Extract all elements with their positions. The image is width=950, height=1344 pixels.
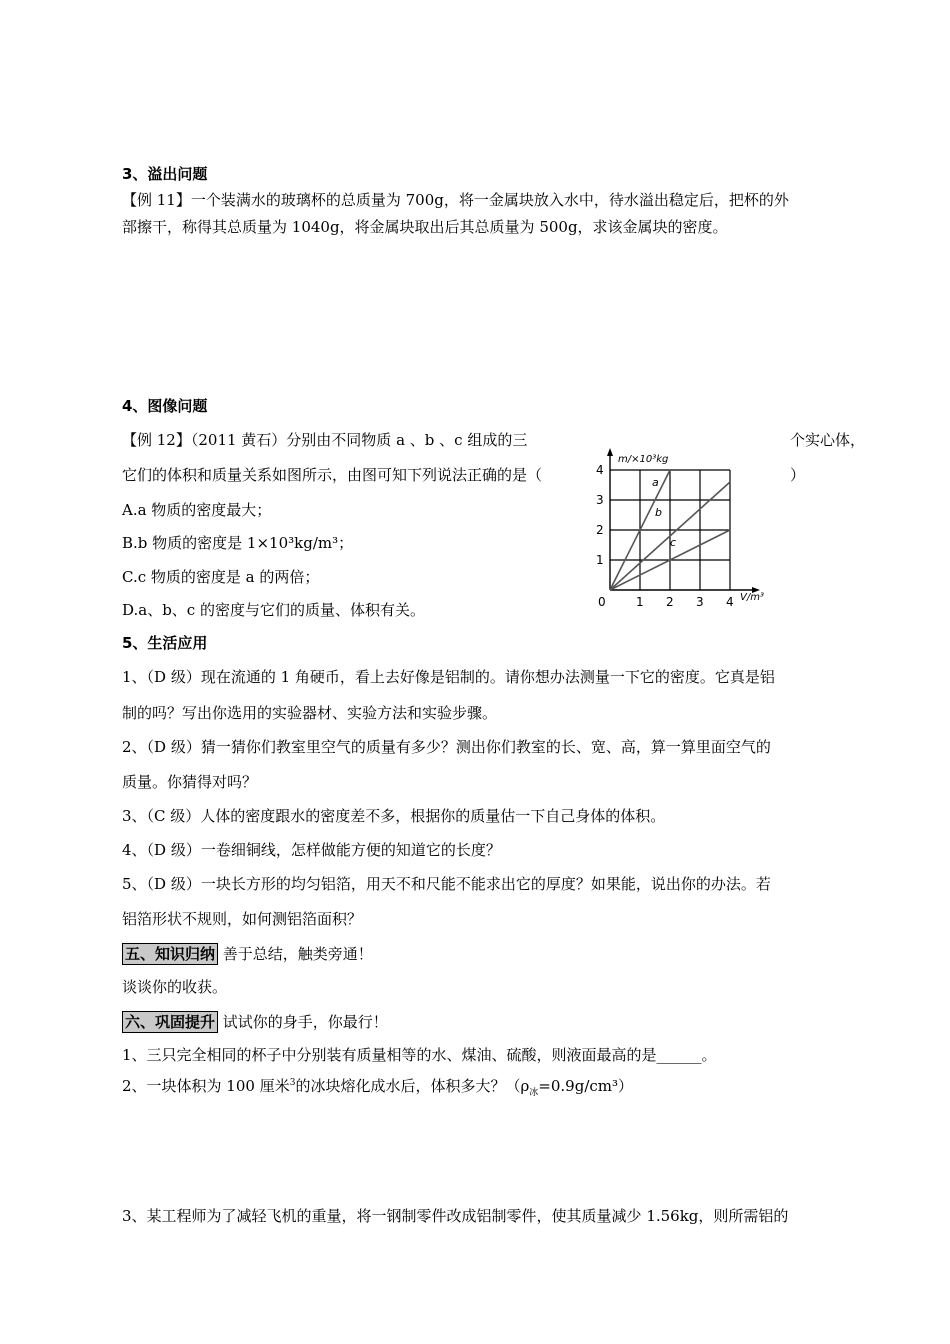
consolidate-text: 试试你的身手，你最行！ bbox=[222, 1013, 388, 1031]
x-tick-label: 0 bbox=[598, 595, 606, 609]
series-label-a: a bbox=[652, 476, 659, 489]
option-d: D.a、b、c 的密度与它们的质量、体积有关。 bbox=[122, 601, 425, 619]
consolidate-q1: 1、三只完全相同的杯子中分别装有质量相等的水、煤油、硫酸，则液面最高的是______。 bbox=[122, 1046, 717, 1064]
q2-sup: 3 bbox=[289, 1078, 296, 1088]
life-q1-line1: 1、（D 级）现在流通的 1 角硬币，看上去好像是铝制的。请你想办法测量一下它的密度。它真是铝 bbox=[122, 668, 775, 686]
option-a: A.a 物质的密度最大； bbox=[122, 501, 272, 519]
life-q3: 3、（C 级）人体的密度跟水的密度差不多，根据你的质量估一下自己身体的体积。 bbox=[122, 807, 666, 825]
series-label-b: b bbox=[655, 506, 662, 519]
overflow-heading: 3、溢出问题 bbox=[122, 165, 208, 183]
x-tick-label: 4 bbox=[726, 595, 734, 609]
example-11-line2: 部擦干，称得其总质量为 1040g，将金属块取出后其总质量为 500g，求该金属块的密度。 bbox=[122, 218, 728, 236]
series-label-c: c bbox=[670, 536, 677, 549]
consolidate-q3: 3、某工程师为了减轻飞机的重量，将一钢制零件改成铝制零件，使其质量减少 1.56kg，则所需铝的 bbox=[122, 1207, 789, 1225]
x-tick-label: 3 bbox=[696, 595, 704, 609]
grid bbox=[610, 470, 730, 590]
tick-labels bbox=[596, 454, 764, 609]
y-tick-label: 1 bbox=[596, 553, 604, 567]
y-tick-label: 3 bbox=[596, 493, 604, 507]
y-tick-label: 2 bbox=[596, 523, 604, 537]
example-12-line1: 【例 12】（2011 黄石）分别由不同物质 a 、b 、c 组成的三 bbox=[122, 431, 528, 449]
summary-text: 善于总结，触类旁通！ bbox=[222, 945, 373, 963]
consolidate-label: 六、巩固提升 bbox=[122, 1011, 218, 1033]
consolidate-row bbox=[122, 1011, 388, 1033]
mass-volume-graph bbox=[590, 432, 780, 612]
life-q5-line2: 铝箔形状不规则，如何测铝箔面积？ bbox=[122, 910, 363, 928]
example-12-line1-end: 个实心体， bbox=[790, 431, 866, 449]
life-q2-line1: 2、（D 级）猜一猜你们教室里空气的质量有多少？测出你们教室的长、宽、高，算一算里面空气的 bbox=[122, 738, 771, 756]
option-b: B.b 物质的密度是 1×10³kg/m³； bbox=[122, 534, 354, 552]
life-q5-line1: 5、（D 级）一块长方形的均匀铝箔，用天不和尺能不能求出它的厚度？如果能，说出你的办法。若 bbox=[122, 875, 771, 893]
option-c: C.c 物质的密度是 a 的两倍； bbox=[122, 568, 320, 586]
summary-line2: 谈谈你的收获。 bbox=[122, 978, 228, 996]
life-q2-line2: 质量。你猜得对吗？ bbox=[122, 773, 258, 791]
life-q4: 4、（D 级）一卷细铜线，怎样做能方便的知道它的长度？ bbox=[122, 841, 501, 859]
consolidate-q2 bbox=[122, 1073, 633, 1103]
example-11-line1: 【例 11】一个装满水的玻璃杯的总质量为 700g，将一金属块放入水中，待水溢出稳定后，把杯的外 bbox=[122, 191, 789, 209]
q2-sub: 冰 bbox=[529, 1088, 539, 1098]
q2-rest: 的冰块熔化成水后，体积多大？（ρ bbox=[295, 1077, 530, 1095]
graph-problem-heading: 4、图像问题 bbox=[122, 397, 208, 415]
summary-row bbox=[122, 943, 373, 965]
life-heading: 5、生活应用 bbox=[122, 634, 208, 652]
x-tick-label: 2 bbox=[666, 595, 674, 609]
q2-end: =0.9g/cm³） bbox=[538, 1077, 634, 1095]
example-12-line2: 它们的体积和质量关系如图所示，由图可知下列说法正确的是（ bbox=[122, 466, 543, 484]
q2-main: 2、一块体积为 100 厘米 bbox=[122, 1077, 290, 1095]
example-12-paren: ） bbox=[790, 466, 806, 484]
y-tick-label: 4 bbox=[596, 463, 604, 477]
y-axis-label: m/×10³kg bbox=[618, 454, 669, 465]
life-q1-line2: 制的吗？写出你选用的实验器材、实验方法和实验步骤。 bbox=[122, 704, 498, 722]
x-tick-label: 1 bbox=[636, 595, 644, 609]
x-axis-label: V/m³ bbox=[740, 592, 764, 603]
summary-label: 五、知识归纳 bbox=[122, 943, 218, 965]
y-axis-arrow bbox=[607, 448, 613, 456]
